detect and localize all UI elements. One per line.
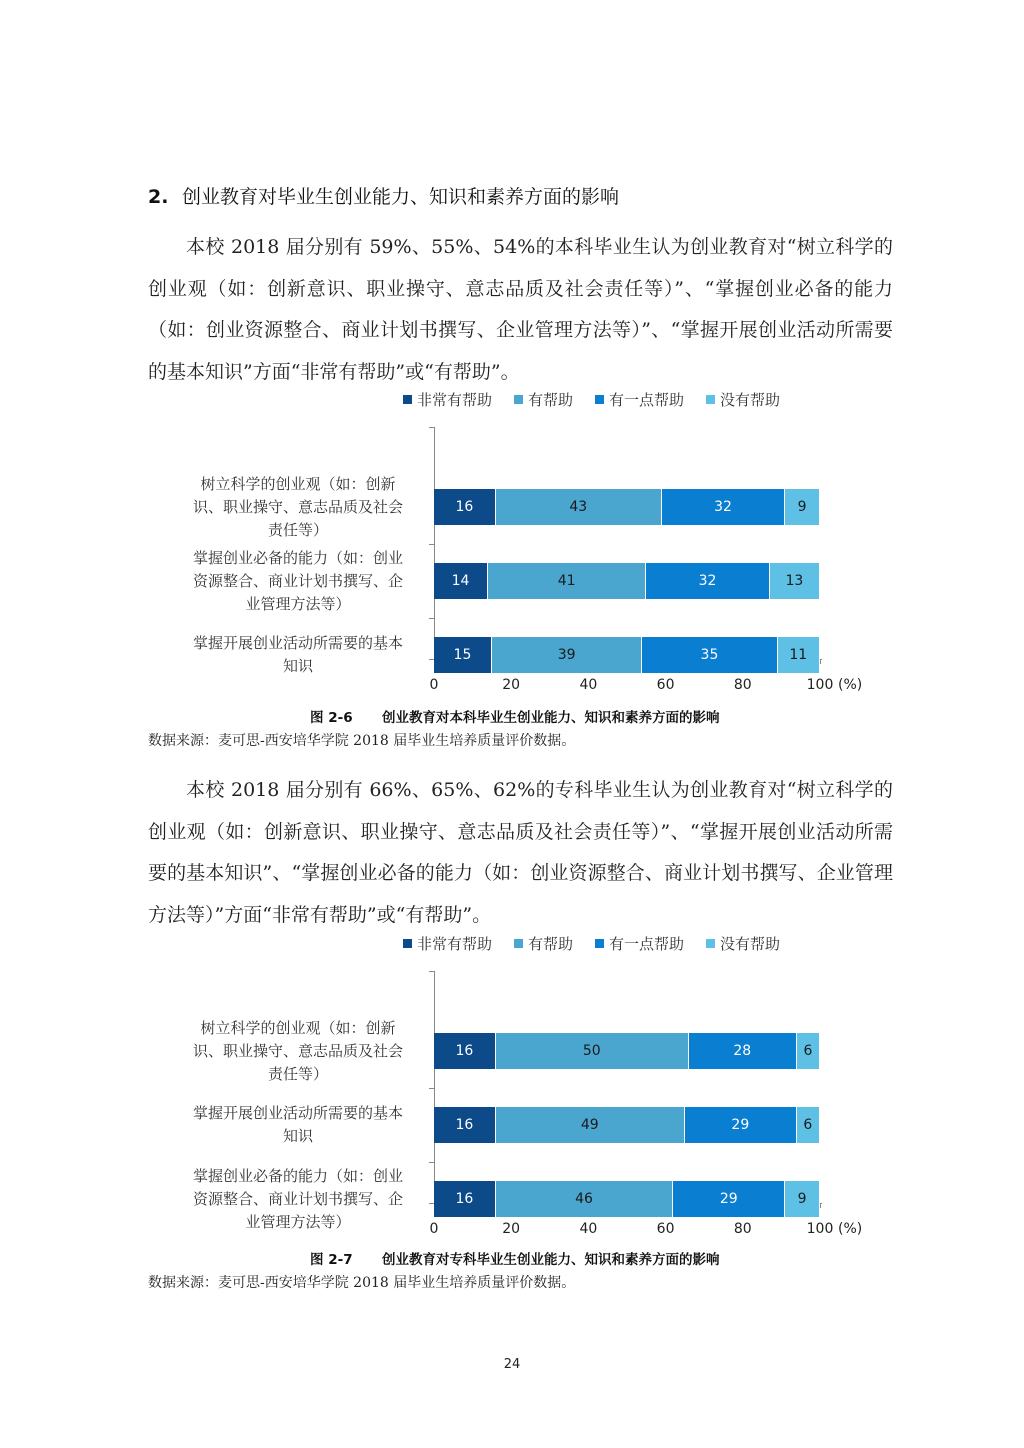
legend-label: 没有帮助 bbox=[720, 390, 781, 409]
legend-swatch bbox=[403, 395, 412, 404]
bar-segment: 6 bbox=[797, 1033, 820, 1069]
bar-segment: 49 bbox=[496, 1107, 685, 1143]
legend-swatch bbox=[595, 395, 604, 404]
y-axis bbox=[434, 427, 435, 659]
x-axis-tick-label: 40 bbox=[579, 677, 598, 693]
category-label-line: 掌握创业必备的能力（如：创业 bbox=[192, 1166, 403, 1185]
bar-segment: 15 bbox=[434, 637, 492, 673]
y-axis-tick bbox=[429, 618, 434, 619]
legend-item bbox=[403, 933, 492, 953]
legend-item bbox=[403, 389, 492, 409]
data-source-note: 数据来源：麦可思-西安培华学院 2018 届毕业生培养质量评价数据。 bbox=[148, 1275, 576, 1291]
x-axis-tick-label: 20 bbox=[502, 1221, 521, 1237]
x-axis-tick bbox=[820, 659, 821, 664]
x-axis-unit: (%) bbox=[838, 1221, 863, 1237]
bar-segment: 16 bbox=[434, 1033, 496, 1069]
section-title: 创业教育对毕业生创业能力、知识和素养方面的影响 bbox=[182, 186, 620, 208]
figure-number: 图 2-6 bbox=[310, 710, 353, 726]
bar-segment: 29 bbox=[685, 1107, 797, 1143]
bar-segment: 41 bbox=[488, 563, 646, 599]
legend-swatch bbox=[706, 395, 715, 404]
bar-segment: 11 bbox=[778, 637, 820, 673]
bar-segment: 35 bbox=[642, 637, 777, 673]
category-label-line: 掌握创业必备的能力（如：创业 bbox=[192, 548, 403, 567]
chart-undergraduate bbox=[0, 385, 1024, 693]
stacked-bar bbox=[434, 1107, 820, 1143]
figure-title: 创业教育对专科毕业生创业能力、知识和素养方面的影响 bbox=[382, 1252, 720, 1268]
section-number: 2. bbox=[148, 186, 169, 208]
figure-caption-2-6 bbox=[310, 706, 720, 726]
legend-swatch bbox=[403, 939, 412, 948]
legend-label: 非常有帮助 bbox=[417, 390, 493, 409]
legend-swatch bbox=[514, 939, 523, 948]
stacked-bar bbox=[434, 1033, 820, 1069]
x-axis-tick-label: 20 bbox=[502, 677, 521, 693]
y-axis-tick bbox=[429, 1162, 434, 1163]
y-axis-tick bbox=[429, 1088, 434, 1089]
stacked-bar bbox=[434, 637, 820, 673]
x-axis-tick-label: 0 bbox=[429, 1221, 439, 1237]
bar-segment: 32 bbox=[646, 563, 770, 599]
legend-swatch bbox=[706, 939, 715, 948]
category-label-line: 业管理方法等） bbox=[245, 1212, 351, 1231]
paragraph-undergraduate: 本校 2018 届分别有 59%、55%、54%的本科毕业生认为创业教育对“树立科学的创业观（如：创新意识、职业操守、意志品质及社会责任等）”、“掌握创业必备的能力（如：创业资源整合、商业计划书撰写、企业管理方法等）”、“掌握开展创业活动所需要的基本知识”方面“非常有帮助”或“有帮助”。 bbox=[148, 236, 893, 383]
x-axis-tick bbox=[820, 1203, 821, 1208]
bar-segment: 9 bbox=[785, 489, 820, 525]
chart-junior-college bbox=[0, 929, 1024, 1237]
bar-segment: 50 bbox=[496, 1033, 689, 1069]
bar-segment: 16 bbox=[434, 1181, 496, 1217]
category-label-line: 资源整合、商业计划书撰写、企 bbox=[192, 571, 403, 590]
category-label-line: 树立科学的创业观（如：创新 bbox=[200, 1018, 396, 1037]
paragraph-junior-college: 本校 2018 届分别有 66%、65%、62%的专科毕业生认为创业教育对“树立科学的创业观（如：创新意识、职业操守、意志品质及社会责任等）”、“掌握开展创业活动所需要的基本知识”、“掌握创业必备的能力（如：创业资源整合、商业计划书撰写、企业管理方法等）”方面“非常有帮助”或“有帮助”。 bbox=[148, 779, 893, 926]
category-label-line: 资源整合、商业计划书撰写、企 bbox=[192, 1189, 403, 1208]
legend-label: 有一点帮助 bbox=[609, 934, 685, 953]
legend-label: 没有帮助 bbox=[720, 934, 781, 953]
category-label-line: 树立科学的创业观（如：创新 bbox=[200, 474, 396, 493]
y-axis-tick bbox=[429, 544, 434, 545]
legend-item bbox=[595, 389, 684, 409]
legend-swatch bbox=[595, 939, 604, 948]
figure-title: 创业教育对本科毕业生创业能力、知识和素养方面的影响 bbox=[382, 710, 720, 726]
x-axis-tick-label: 80 bbox=[733, 677, 752, 693]
bar-segment: 6 bbox=[797, 1107, 820, 1143]
figure-number: 图 2-7 bbox=[310, 1252, 353, 1268]
x-axis-tick-label: 100 bbox=[806, 1221, 834, 1237]
stacked-bar bbox=[434, 563, 820, 599]
figure-caption-2-7 bbox=[310, 1248, 720, 1268]
legend-label: 非常有帮助 bbox=[417, 934, 493, 953]
category-label bbox=[176, 547, 420, 616]
category-label bbox=[176, 1165, 420, 1234]
legend-label: 有一点帮助 bbox=[609, 390, 685, 409]
section-heading bbox=[148, 182, 619, 209]
bar-segment: 13 bbox=[770, 563, 820, 599]
legend-item bbox=[595, 933, 684, 953]
bar-segment: 16 bbox=[434, 489, 496, 525]
category-label bbox=[176, 473, 420, 542]
plot-area bbox=[429, 971, 863, 1237]
legend-label: 有帮助 bbox=[528, 390, 574, 409]
bar-segment: 28 bbox=[689, 1033, 797, 1069]
bar-segment: 43 bbox=[496, 489, 662, 525]
legend-item bbox=[706, 933, 780, 953]
category-label-line: 责任等） bbox=[267, 1064, 328, 1083]
y-axis bbox=[434, 971, 435, 1203]
x-axis-tick-label: 60 bbox=[656, 1221, 675, 1237]
x-axis-tick-label: 100 bbox=[806, 677, 834, 693]
legend-swatch bbox=[514, 395, 523, 404]
x-axis-tick-label: 0 bbox=[429, 677, 439, 693]
y-axis-tick bbox=[429, 427, 434, 428]
legend-item bbox=[514, 933, 573, 953]
bar-segment: 9 bbox=[785, 1181, 820, 1217]
category-label bbox=[176, 632, 420, 678]
bar-segment: 39 bbox=[492, 637, 643, 673]
bar-segment: 46 bbox=[496, 1181, 674, 1217]
bar-segment: 16 bbox=[434, 1107, 496, 1143]
category-label-line: 识、职业操守、意志品质及社会 bbox=[192, 497, 403, 516]
chart-legend bbox=[403, 933, 780, 953]
legend-item bbox=[514, 389, 573, 409]
stacked-bar bbox=[434, 489, 820, 525]
x-axis-tick-label: 60 bbox=[656, 677, 675, 693]
category-label bbox=[176, 1017, 420, 1086]
y-axis-tick bbox=[429, 971, 434, 972]
category-label-line: 业管理方法等） bbox=[245, 594, 351, 613]
category-label-line: 责任等） bbox=[267, 520, 328, 539]
category-label bbox=[176, 1102, 420, 1148]
chart-legend bbox=[403, 389, 780, 409]
bar-segment: 29 bbox=[673, 1181, 785, 1217]
category-label-line: 掌握开展创业活动所需要的基本 bbox=[192, 1104, 403, 1122]
legend-item bbox=[706, 389, 780, 409]
data-source-note: 数据来源：麦可思-西安培华学院 2018 届毕业生培养质量评价数据。 bbox=[148, 733, 576, 749]
category-label-line: 知识 bbox=[282, 1127, 313, 1145]
bar-segment: 14 bbox=[434, 563, 488, 599]
page-number: 24 bbox=[503, 1357, 521, 1372]
category-label-line: 知识 bbox=[282, 657, 313, 675]
stacked-bar bbox=[434, 1181, 820, 1217]
plot-area bbox=[429, 427, 863, 693]
x-axis-unit: (%) bbox=[838, 677, 863, 693]
legend-label: 有帮助 bbox=[528, 934, 574, 953]
category-label-line: 掌握开展创业活动所需要的基本 bbox=[192, 634, 403, 652]
bar-segment: 32 bbox=[662, 489, 786, 525]
x-axis-tick-label: 80 bbox=[733, 1221, 752, 1237]
category-label-line: 识、职业操守、意志品质及社会 bbox=[192, 1041, 403, 1060]
x-axis-tick-label: 40 bbox=[579, 1221, 598, 1237]
